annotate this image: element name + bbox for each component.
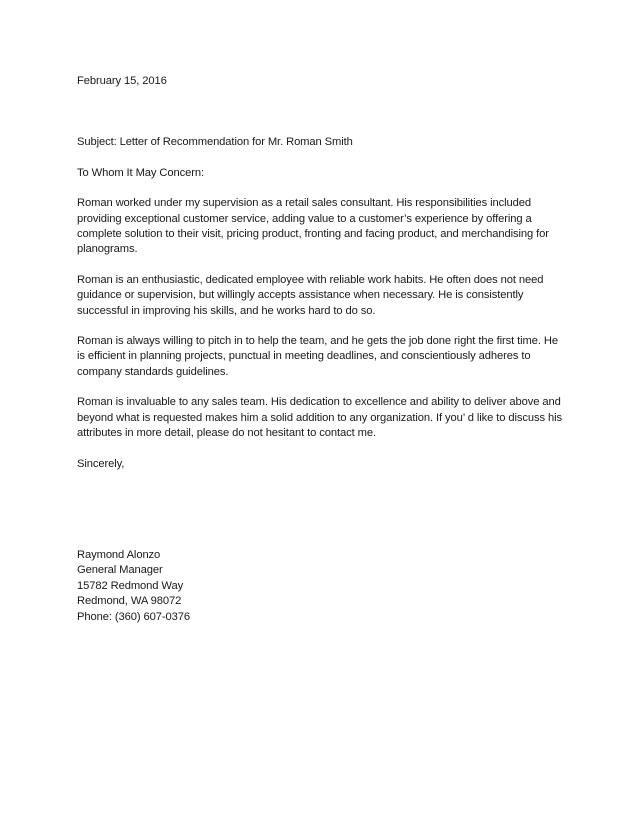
signature-block xyxy=(77,548,567,625)
signer-address-street: 15782 Redmond Way xyxy=(77,579,184,592)
signer-name: Raymond Alonzo xyxy=(77,548,161,561)
letter-subject: Subject: Letter of Recommendation for Mr. Roman Smith xyxy=(77,136,353,149)
paragraph-responsibilities: Roman worked under my supervision as a retail sales consultant. His responsibilities included providing exceptional customer service, adding value to a customer’s experience by offering a complete solution to their visit, pricing product, fronting and facing product, and merchandising for planograms. xyxy=(77,197,549,256)
paragraph-work-habits: Roman is an enthusiastic, dedicated employee with reliable work habits. He often does not need guidance or supervision, but willingly accepts assistance when necessary. He is consistently successful in improving his skills, and he works hard to do so. xyxy=(77,273,544,317)
paragraph-teamwork: Roman is always willing to pitch in to help the team, and he gets the job done right the first time. He is efficient in planning projects, punctual in meeting deadlines, and conscientiously adheres to company standards guidelines. xyxy=(77,335,558,378)
signer-address-city: Redmond, WA 98072 xyxy=(77,595,182,608)
signer-phone: Phone: (360) 607-0376 xyxy=(77,610,190,623)
letter-salutation: To Whom It May Concern: xyxy=(77,166,205,179)
signer-title: General Manager xyxy=(77,564,163,577)
letter-date: February 15, 2016 xyxy=(77,75,167,87)
letter-body xyxy=(77,74,567,625)
paragraph-closing-remarks: Roman is invaluable to any sales team. His dedication to excellence and ability to deliver above and beyond what is requested makes him a solid addition to any organization. If you’ d like to discuss his attributes in more detail, please do not hesitant to contact me. xyxy=(77,396,563,440)
letter-closing: Sincerely, xyxy=(77,457,125,470)
